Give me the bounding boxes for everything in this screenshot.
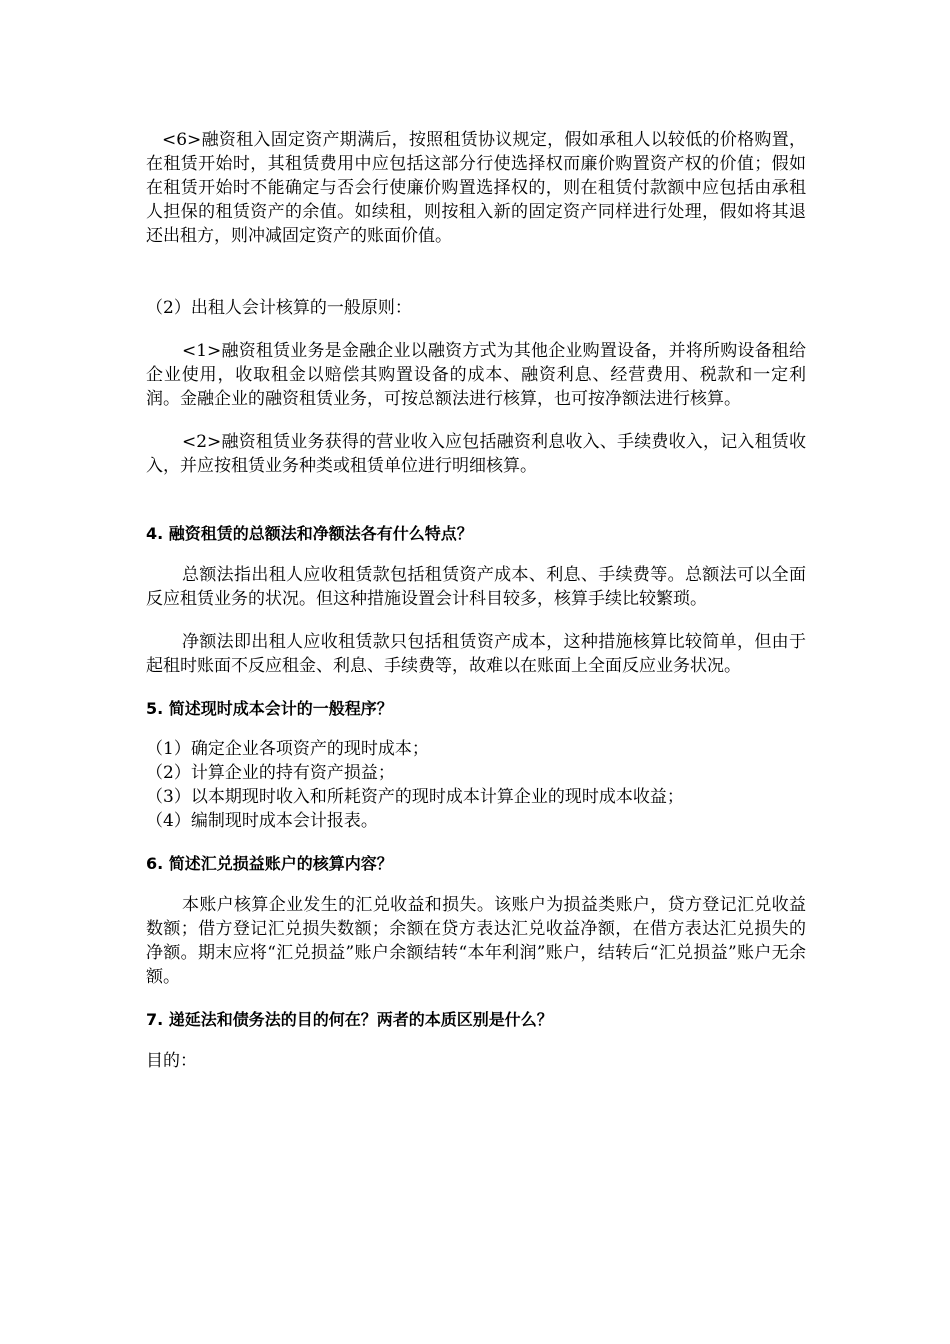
paragraph-lessor-1: <1>融资租赁业务是金融企业以融资方式为其他企业购置设备，并将所购设备租给企业使用，收取租金以赔偿其购置设备的成本、融资利息、经营费用、税款和一定利润。金融企业的融资租赁业务，可按总额法进行核算，也可按净额法进行核算。 xyxy=(146,341,806,409)
lessor-principles-heading: （2）出租人会计核算的一般原则： xyxy=(146,298,412,318)
list-item: （3）以本期现时收入和所耗资产的现时成本计算企业的现时成本收益； xyxy=(146,787,684,807)
list-item: （2）计算企业的持有资产损益； xyxy=(146,763,395,783)
list-item: （1）确定企业各项资产的现时成本； xyxy=(146,739,429,759)
paragraph-gross-method: 总额法指出租人应收租赁款包括租赁资产成本、利息、手续费等。总额法可以全面反应租赁业务的状况。但这种措施设置会计科目较多，核算手续比较繁琐。 xyxy=(146,565,806,609)
question-4-heading: 4. 融资租赁的总额法和净额法各有什么特点？ xyxy=(146,524,473,543)
paragraph-net-method: 净额法即出租人应收租赁款只包括租赁资产成本，这种措施核算比较简单，但由于起租时账面不反应租金、利息、手续费等，故难以在账面上全面反应业务状况。 xyxy=(146,632,806,676)
purpose-label: 目的： xyxy=(146,1051,197,1071)
paragraph-lessor-2: <2>融资租赁业务获得的营业收入应包括融资利息收入、手续费收入，记入租赁收入，并应按租赁业务种类或租赁单位进行明细核算。 xyxy=(146,432,806,476)
paragraph-lease-expiry: <6>融资租入固定资产期满后，按照租赁协议规定，假如承租人以较低的价格购置，在租赁开始时，其租赁费用中应包括这部分行使选择权而廉价购置资产权的价值；假如在租赁开始时不能确定与否会行使廉价购置选择权的，则在租赁付款额中应包括由承租人担保的租赁资产的余值。如续租，则按租入新的固定资产同样进行处理，假如将其退还出租方，则冲减固定资产的账面价值。 xyxy=(146,130,806,246)
question-5-heading: 5. 简述现时成本会计的一般程序？ xyxy=(146,699,393,718)
list-item: （4）编制现时成本会计报表。 xyxy=(146,811,378,831)
question-6-heading: 6. 简述汇兑损益账户的核算内容？ xyxy=(146,854,393,873)
document-page xyxy=(146,122,806,1073)
question-7-heading: 7. 递延法和债务法的目的何在？两者的本质区别是什么？ xyxy=(146,1010,553,1029)
paragraph-exchange-gain-loss: 本账户核算企业发生的汇兑收益和损失。该账户为损益类账户，贷方登记汇兑收益数额；借方登记汇兑损失数额；余额在贷方表达汇兑收益净额，在借方表达汇兑损失的净额。期末应将“汇兑损益”账户余额结转“本年利润”账户，结转后“汇兑损益”账户无余额。 xyxy=(146,895,806,987)
procedure-list xyxy=(146,737,806,833)
